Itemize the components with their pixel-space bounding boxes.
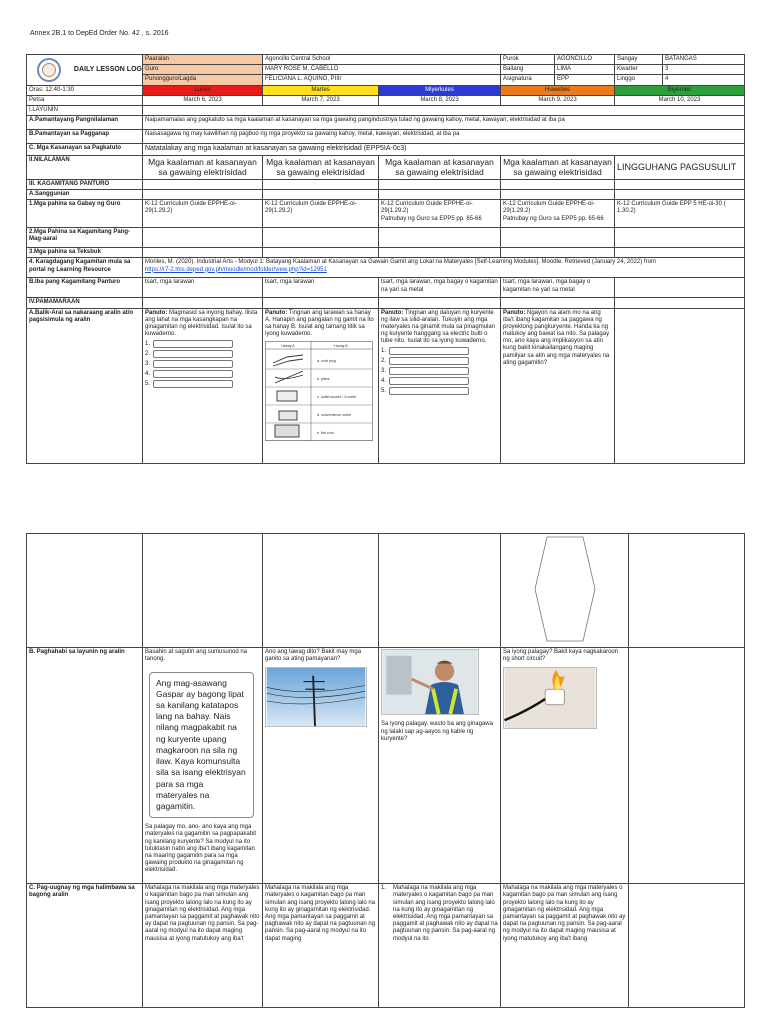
karagdagang-kagamitan: [143, 258, 745, 278]
paghahabi-wed-question: Sa iyong palagay, wasto ba ang ginagawa ng lalaki sap ag-aayos ng kable ng kuryente?: [381, 721, 493, 742]
date-tue: March 7, 2023: [263, 95, 379, 105]
blank-num: 2.: [145, 350, 151, 357]
teksbuk-label: 3.Mga pahina sa Teksbuk: [27, 248, 143, 258]
answer-blank-5[interactable]: [381, 387, 498, 395]
paaralan-label: Paaralan: [143, 55, 263, 65]
guro-value: MARY ROSE M. CABELLO: [263, 65, 501, 75]
gabay-tue: K-12 Curriculum Guide EPPHE-oi-29(1.29.2): [263, 200, 379, 228]
paghahabi-thu: [501, 648, 629, 884]
pag-uugnay-wed-text: Mahalaga na makilala ang mga materyales o kagamitan bago pa man simulan ang isang proyekto lalong lalo na kung ito ay ginagamitan ng elektrisidad. Ang mga pamantayan sa paggamit at paghawak nito ay dapat na pagtuunan ng pansin. Sa pag-aaral ng modyul na ito: [393, 885, 498, 942]
pamantayang-pangnilalaman: Naipamamalas ang pagkatuto sa mga kaalaman at kasanayan sa mga gawaing pangindustriya tulad ng gawaing kahoy, metal, kawayan, elektrisidad at iba pa: [143, 116, 745, 130]
day-huwebes: Huwebes: [501, 85, 615, 95]
balik-aral-mon-text: Magmasid sa inyong bahay. Ilista ang lahat na mga kasangkapan na ginagamitan ng elektrisidad. Isulat ito sa kuwaderno.: [145, 309, 258, 338]
blank-num: 3.: [145, 360, 151, 367]
nilalaman-tue: Mga kaalaman at kasanayan sa gawaing elektrisidad: [263, 155, 379, 179]
gabay-wed-cg: K-12 Curriculum Guide EPPHE-oi-29(1.29.2): [381, 201, 473, 215]
iba-thu: tsart, mga larawan, mga bagay o kagamitan na yari sa metal: [501, 278, 615, 298]
pag-uugnay-tue: Mahalaga na makilala ang mga materyales o kagamitan bago pa man simulan ang isang proyekto lalong lalo na kung ito ay ginagamitan ng elektrisidad. Ang mga pamantayan sa paggamit at paghawak nito ay dapat na pagtuunan ng pansin. Sa pag-aaral ng modyul na ito dapat maging: [263, 884, 379, 1008]
punongguro-value: FELICIANA L. AQUINO, PIII/: [263, 75, 501, 85]
gabay-wed-patnubay: Patnubay ng Guro sa EPP5 pp. 65-66: [381, 215, 482, 222]
kagamitang-panturo-label: III. KAGAMITANG PANTURO: [27, 179, 143, 189]
date-fri: March 10, 2023: [615, 95, 745, 105]
story-callout: Ang mag-asawang Gaspar ay bagong lipat sa kanilang katatapos lang na bahay. Nais nilang magpakabit na ng kuryente upang magkaroon na sila ng ilaw. Kaya komunsulta sila sa isang elektrisyan para sa mga materyales na gagamitin.: [149, 672, 254, 819]
iba-label: B.Iba pang Kagamitang Panturo: [27, 278, 143, 298]
power-lines-photo: [265, 667, 367, 727]
linggo-value: 4: [663, 75, 745, 85]
blank-num: 1.: [145, 340, 151, 347]
kwarter-value: 3: [663, 65, 745, 75]
annex-reference: Annex 2B.1 to DepEd Order No. 42 , s. 2016: [30, 30, 169, 37]
day-biyernes: Biyernes: [615, 85, 745, 95]
lesson-log-table: [26, 54, 745, 464]
sanggunian-label: A.Sanggunian: [27, 189, 143, 199]
nilalaman-label: II.NILALAMAN: [27, 155, 143, 179]
deped-seal-icon: [37, 58, 61, 82]
iba-mon: tsart, mga larawan: [143, 278, 263, 298]
paghahabi-wed: [379, 648, 501, 884]
kasanayan-label: C. Mga Kasanayan sa Pagkatuto: [27, 144, 143, 155]
short-circuit-photo: [503, 667, 597, 729]
blank-num: 2.: [381, 357, 387, 364]
lingguhang-pagsusulit: LINGGUHANG PAGSUSULIT: [615, 155, 745, 179]
hexagon-shape: [533, 535, 597, 643]
pag-uugnay-wed: [379, 884, 501, 1008]
electrician-photo: [381, 649, 479, 715]
pamantayan-pagganap: Naisasagawa ng may kawilihan ng pagbuo ng mga proyekto sa gawaing kahoy, metal, kawayan, elektrisidad, at iba pa: [143, 130, 745, 144]
blank-num: 1.: [381, 347, 387, 354]
matching-table-graphic: [265, 341, 373, 441]
dll-title: DAILY LESSON LOG: [73, 65, 142, 73]
logo-cell: [27, 55, 143, 86]
karagdagang-citation: Moriles, M. (2020). Industrial Arts - Modyul 1: Batayang Kaalaman at Kasanayan sa Gawain Gamit ang Lokal na Materyales [Self-Learning Modules]. Moodle. Retrieved (January 24, 2022) from: [145, 259, 656, 266]
nilalaman-thu: Mga kaalaman at kasanayan sa gawaing elektrisidad: [501, 155, 615, 179]
gabay-label: 1.Mga pahina sa Gabay ng Guro: [27, 200, 143, 228]
paghahabi-mon-intro: Basahin at sagutin ang sumusunod na tanong.: [145, 649, 248, 663]
paghahabi-label: B. Paghahabi sa layunin ng aralin: [27, 648, 143, 884]
hanay-b-item: b. pliers: [317, 377, 330, 382]
balik-aral-wed: [379, 308, 501, 463]
balik-aral-label: A.Balik-Aral sa nakaraang aralin at/o pagsisimula ng aralin: [27, 308, 143, 463]
balik-aral-thu-text: Ngayon na alam mo na ang iba't ibang kagamitan sa paggawa ng proyektong pangkuryente. Handa ka ng matukoy ang bawat isa nito. Sa palagay mo, ano kaya ang implikasyon sa atin kung bakit kinakailangang maging pamilyar sa atin ang mga materyales na ating gagamitin?: [503, 309, 610, 366]
answer-blank-3[interactable]: [145, 360, 260, 368]
sangay-label: Sangay: [615, 55, 663, 65]
hanay-b-item: d. convenience outlet: [317, 413, 351, 418]
gabay-thu-patnubay: Patnubay ng Guro sa EPP5 pp. 65-66: [503, 215, 604, 222]
panuto-mon: Panuto:: [145, 309, 168, 316]
answer-blank-1[interactable]: [145, 340, 260, 348]
hanay-b-item: e. flat cord: [317, 431, 334, 436]
answer-blank-2[interactable]: [145, 350, 260, 358]
balik-aral-wed-text: Tingnan ang daluyan ng kuryente ng ilaw sa silid-aralan. Tukuyin ang mga materyales na ginamit mula sa pinagmulan ng kuryente hanggang sa electric bulb o tube nito. Isulat ito sa iyong kuwaderno.: [381, 309, 496, 345]
gabay-wed: [379, 200, 501, 228]
pag-uugnay-thu: Mahalaga na makilala ang mga materyales o kagamitan bago pa man simulan ang isang proyekto lalong lalo na kung ito ay ginagamitan ng elektrisidad. Ang mga pamantayan sa paggamit at paghawak nito ay dapat na pagtuunan ng pansin. Sa pag-aaral ng modyul na ito dapat maging mausisa at iyong matutukoy ang iba't ibang: [501, 884, 629, 1008]
blank-num: 4.: [145, 370, 151, 377]
purok-label: Purok: [501, 55, 555, 65]
day-miyerkules: Miyerkules: [379, 85, 501, 95]
balik-aral-thu: [501, 308, 615, 463]
nilalaman-wed: Mga kaalaman at kasanayan sa gawaing elektrisidad: [379, 155, 501, 179]
balik-aral-tue: [263, 308, 379, 463]
petsa-label: Petsa: [27, 95, 143, 105]
linggo-label: Linggo: [615, 75, 663, 85]
kagamitang-mag-aaral-label: 2.Mga Pahina sa Kagamitang Pang-Mag-aaral: [27, 228, 143, 248]
oras: Oras: 12:40-1:30: [27, 85, 143, 95]
layunin-heading: I.LAYUNIN: [27, 105, 143, 115]
pag-uugnay-label: C. Pag-uugnay ng mga halimbawa sa bagong aralin: [27, 884, 143, 1008]
hanay-b-item: a. cord plug: [317, 359, 336, 364]
gabay-fri: K-12 Curriculum Guide EPP 5 HE-oi-30 ( 1.30.2): [615, 200, 745, 228]
answer-blank-4[interactable]: [145, 370, 260, 378]
gabay-mon: K-12 Curriculum Guide EPPHE-oi-29(1.29.2): [143, 200, 263, 228]
day-lunes: Lunes: [143, 85, 263, 95]
baitang-label: Baitang: [501, 65, 555, 75]
paaralan-value: Agoncillo Central School: [263, 55, 501, 65]
hanay-b-item: c. outlet socket / 3-outlet: [317, 395, 356, 400]
paghahabi-tue: [263, 648, 379, 884]
pamamaraan-label: IV.PAMAMARAAN: [27, 298, 143, 308]
iba-wed: tsart, mga larawan, mga bagay o kagamitan na yari sa metal: [379, 278, 501, 298]
paghahabi-mon-question: Sa palagay mo, ano- ano kaya ang mga materyales na gagamitin sa pagpapakabit ng kanilang kuryente? Sa modyul na ito tutuklasin natin ang iba't ibang kagamitan na maaring gagamitin para sa mga gawaing produkto na ginagamitan ng elektrisidad.: [145, 824, 257, 874]
punongguro-label: Punongguro/Lagda: [143, 75, 263, 85]
pamantayan-pagganap-label: B.Pamantayan sa Pagganap: [27, 130, 143, 144]
lesson-log-table-page2: [26, 533, 745, 1008]
kasanayan: Natatalakay ang mga kaalaman at kasanayan sa gawaing elektrisidad (EPP5IA-0c3): [143, 144, 745, 155]
paghahabi-mon: [143, 648, 263, 884]
asignatura-label: Asignatura: [501, 75, 555, 85]
answer-blank-2[interactable]: [381, 357, 498, 365]
blank-num: 4.: [381, 377, 387, 384]
paghahabi-tue-question: Ano ang tawag dito? Bakit may mga ganito sa ating pamayanan?: [265, 649, 362, 663]
panuto-thu: Panuto:: [503, 309, 526, 316]
answer-blank-1[interactable]: [381, 347, 498, 355]
paghahabi-thu-question: Sa iyong palagay? Bakit kaya nagkakaroon ng short circuit?: [503, 649, 619, 663]
pag-uugnay-wed-num: 1.: [381, 885, 387, 892]
date-wed: March 8, 2023: [379, 95, 501, 105]
blank-num: 5.: [145, 380, 151, 387]
gabay-thu: [501, 200, 615, 228]
answer-blank-5[interactable]: [145, 380, 260, 388]
nilalaman-mon: Mga kaalaman at kasanayan sa gawaing elektrisidad: [143, 155, 263, 179]
date-mon: March 6, 2023: [143, 95, 263, 105]
panuto-wed: Panuto:: [381, 309, 404, 316]
hanay-b-heading: Hanay B: [334, 344, 348, 349]
gabay-thu-cg: K-12 Curriculum Guide EPPHE-oi-29(1.29.2): [503, 201, 595, 215]
iba-tue: tsart, mga larawan: [263, 278, 379, 298]
moodle-link[interactable]: https://r7-2.lms.deped.gov.ph/moodle/mod/folder/view.php?id=12951: [145, 266, 327, 273]
karagdagang-label: 4. Karagdagang Kagamitan mula sa portal ng Learning Resource: [27, 258, 143, 278]
balik-aral-mon: [143, 308, 263, 463]
answer-blank-3[interactable]: [381, 367, 498, 375]
blank-num: 3.: [381, 367, 387, 374]
sangay-value: BATANGAS: [663, 55, 745, 65]
purok-value: AGONCILLO: [555, 55, 615, 65]
hanay-a-heading: Hanay A: [281, 344, 295, 349]
hexagon-cell: [501, 534, 629, 648]
answer-blank-4[interactable]: [381, 377, 498, 385]
blank-num: 5.: [381, 387, 387, 394]
balik-aral-tue-text: Tingnan ang larawan sa hanay A. Hanapin ang pangalan ng gamit na ito sa hanay B. Isulat ang tamang titik sa iyong kuwaderno.: [265, 309, 374, 338]
panuto-tue: Panuto:: [265, 309, 288, 316]
pag-uugnay-mon: Mahalaga na makilala ang mga materyales o kagamitan bago pa man simulan ang isang proyekto lalong lalo na kung ito ay ginagamitan ng elektrisidad. Ang mga pamantayan sa paggamit at paghawak nito ay dapat na pagtuunan ng pansin. Sa pag-aaral ng modyul na ito dapat maging mausisa at iyong matutukoy ang iba't: [143, 884, 263, 1008]
guro-label: Guro: [143, 65, 263, 75]
day-martes: Martes: [263, 85, 379, 95]
pamantayang-pangnilalaman-label: A.Pamantayang Pangnilalaman: [27, 116, 143, 130]
asignatura-value: EPP: [555, 75, 615, 85]
baitang-value: LIMA: [555, 65, 615, 75]
kwarter-label: Kwarter: [615, 65, 663, 75]
date-thu: March 9, 2023: [501, 95, 615, 105]
